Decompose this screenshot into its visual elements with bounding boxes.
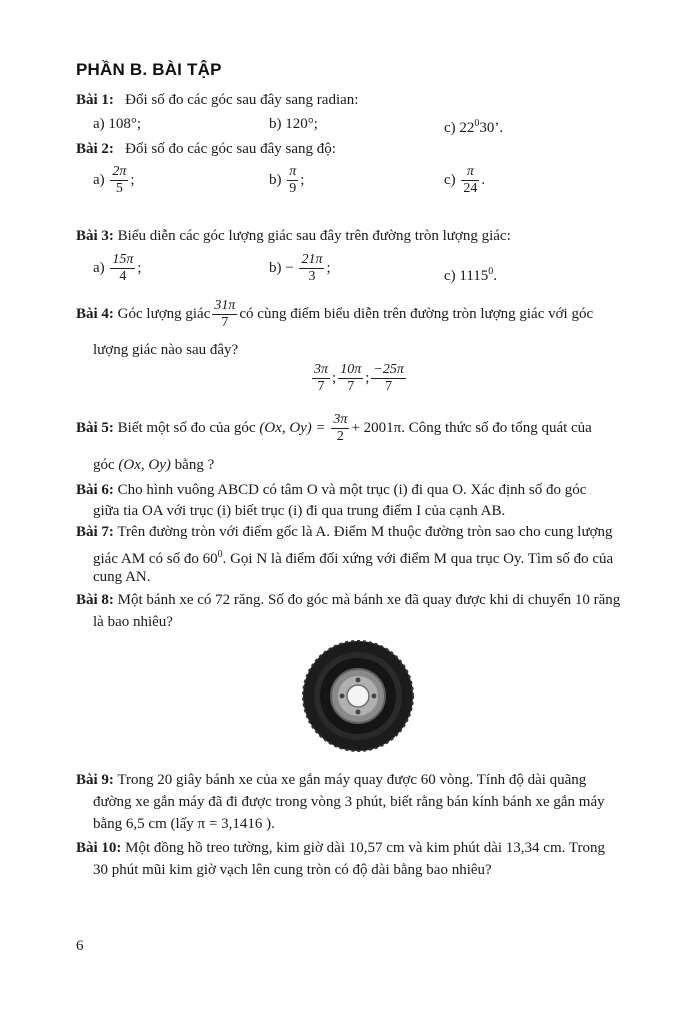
exercise-2 [76,139,336,159]
exercise-9-line1: Trong 20 giây bánh xe của xe gắn máy quay được 60 vòng. Tính độ dài quãng [117,772,587,788]
fraction [338,362,363,395]
exercise-2-c [444,164,485,197]
option-label: b) [269,171,282,188]
exercise-7-line2-start: giác AM có số đo 60 [93,551,218,567]
exercise-1-label: Bài 1: [76,92,114,108]
exercise-10-label: Bài 10: [76,840,122,856]
exercise-3-b [269,252,331,285]
section-heading: PHẦN B. BÀI TẬP [76,60,222,79]
exercise-8-label: Bài 8: [76,592,114,608]
denominator: 5 [115,181,123,196]
denominator: 7 [317,379,325,394]
exercise-9-line2: đường xe gắn máy đã đi được trong vòng 3 phút, biết rằng bán kính bánh xe gắn máy [93,794,605,810]
angle-term: + 2001π [351,419,402,436]
exercise-8-line2: là bao nhiêu? [93,614,173,630]
exercise-3 [76,226,511,246]
exercise-9 [76,770,586,790]
numerator: 21π [301,252,323,267]
numerator: 3π [314,362,329,377]
exercise-9-label: Bài 9: [76,772,114,788]
exercise-2-b [269,164,304,197]
exercise-2-text: Đổi số đo các góc sau đây sang độ: [125,141,336,157]
denominator: 7 [347,379,355,394]
exercise-5-line2-end: bằng ? [174,457,215,473]
exercise-7-line1: Trên đường tròn với điểm gốc là A. Điểm M thuộc đường tròn sao cho cung lượng [117,524,613,540]
option-label: a) [93,171,105,188]
exercise-4-text-start: Góc lượng giác [117,305,211,322]
punctuation: ; [137,259,142,276]
numerator: π [289,164,297,179]
punctuation: . [481,171,486,188]
exercise-7 [76,522,613,542]
exercise-3-text: Biểu diễn các góc lượng giác sau đây trên đường tròn lượng giác: [117,228,511,244]
separator: ; [332,369,337,386]
numerator: 31π [214,298,236,313]
exercise-5 [76,412,592,445]
exercise-3-c-value: c) 1115 [444,268,489,284]
exercise-6-line2: giữa tia OA với trục (i) biết trục (i) đi qua trung điểm I của cạnh AB. [93,503,506,519]
fraction [287,164,298,197]
fraction [299,252,324,285]
exercise-2-a [93,164,135,197]
exercise-5-label: Bài 5: [76,419,114,436]
denominator: 7 [385,379,393,394]
exercise-7-line2 [93,545,613,569]
exercise-3-label: Bài 3: [76,228,114,244]
option-label: a) [93,259,105,276]
numerator: 10π [340,362,362,377]
exercise-4-label: Bài 4: [76,305,114,322]
numerator: 15π [112,252,134,267]
denominator: 3 [308,269,316,284]
exercise-4-text-end: có cùng điểm biểu diễn trên đường tròn lượng giác với góc [239,305,594,322]
denominator: 4 [119,269,127,284]
punctuation: ; [130,171,135,188]
exercise-10 [76,838,605,858]
denominator: 24 [463,181,478,196]
exercise-8-line1: Một bánh xe có 72 răng. Số đo góc mà bánh xe đã quay được khi di chuyển 10 răng [117,592,621,608]
fraction [371,362,405,395]
exercise-8 [76,590,620,610]
exercise-1-c-value: c) 22 [444,120,475,136]
exercise-1-a: a) 108°; [93,116,142,132]
exercise-3-a [93,252,142,285]
exercise-4-options [310,362,408,395]
denominator: 2 [336,429,344,444]
angle-expression: (Ox, Oy) [118,457,171,473]
exercise-4-line2: lượng giác nào sau đây? [93,342,239,358]
exercise-6 [76,480,586,500]
exercise-10-line1: Một đồng hồ treo tường, kim giờ dài 10,57 cm và kim phút dài 13,34 cm. Trong [125,840,605,856]
tire-wheel-icon [302,640,414,752]
exercise-1-b: b) 120°; [269,116,318,132]
punctuation: ; [300,171,305,188]
exercise-5-line2-start: góc [93,457,115,473]
fraction [331,412,349,445]
exercise-1-c-minutes: 30’. [479,120,504,136]
fraction [461,164,479,197]
separator: ; [365,369,370,386]
degree-superscript: 0 [488,266,494,277]
exercise-1-text: Đổi số đo các góc sau đây sang radian: [125,92,359,108]
fraction [312,362,330,395]
exercise-6-label: Bài 6: [76,482,114,498]
fraction [110,164,128,197]
exercise-7-line2-end: . Gọi N là điểm đối xứng với điểm M qua trục Oy. Tìm số đo của [222,551,614,567]
numerator: −25π [373,362,404,377]
fraction [110,252,135,285]
degree-superscript: 0 [474,118,480,129]
exercise-2-label: Bài 2: [76,141,114,157]
exercise-1 [76,90,358,110]
option-label: b) − [269,259,294,276]
option-label: c) [444,171,456,188]
angle-expression: (Ox, Oy) = [259,419,326,436]
punctuation: ; [326,259,331,276]
denominator: 7 [221,315,229,330]
exercise-4 [76,298,593,331]
exercise-5-text-start: Biết một số đo của góc [117,419,256,436]
denominator: 9 [289,181,297,196]
fraction [212,298,237,331]
exercise-7-line3: cung AN. [93,569,151,585]
exercise-5-line2 [93,455,214,475]
exercise-3-c [444,262,497,286]
numerator: 3π [333,412,348,427]
degree-superscript: 0 [217,549,223,560]
exercise-1-c [444,114,503,138]
page-number: 6 [76,938,84,954]
exercise-9-line3: bằng 6,5 cm (lấy π = 3,1416 ). [93,816,275,832]
exercise-10-line2: 30 phút mũi kim giờ vạch lên cung tròn có độ dài bằng bao nhiêu? [93,862,492,878]
numerator: 2π [112,164,127,179]
punctuation: . [493,268,498,284]
numerator: π [461,164,479,181]
exercise-6-line1: Cho hình vuông ABCD có tâm O và một trục (i) đi qua O. Xác định số đo góc [117,482,587,498]
exercise-7-label: Bài 7: [76,524,114,540]
exercise-5-text-end: . Công thức số đo tổng quát của [401,419,592,436]
